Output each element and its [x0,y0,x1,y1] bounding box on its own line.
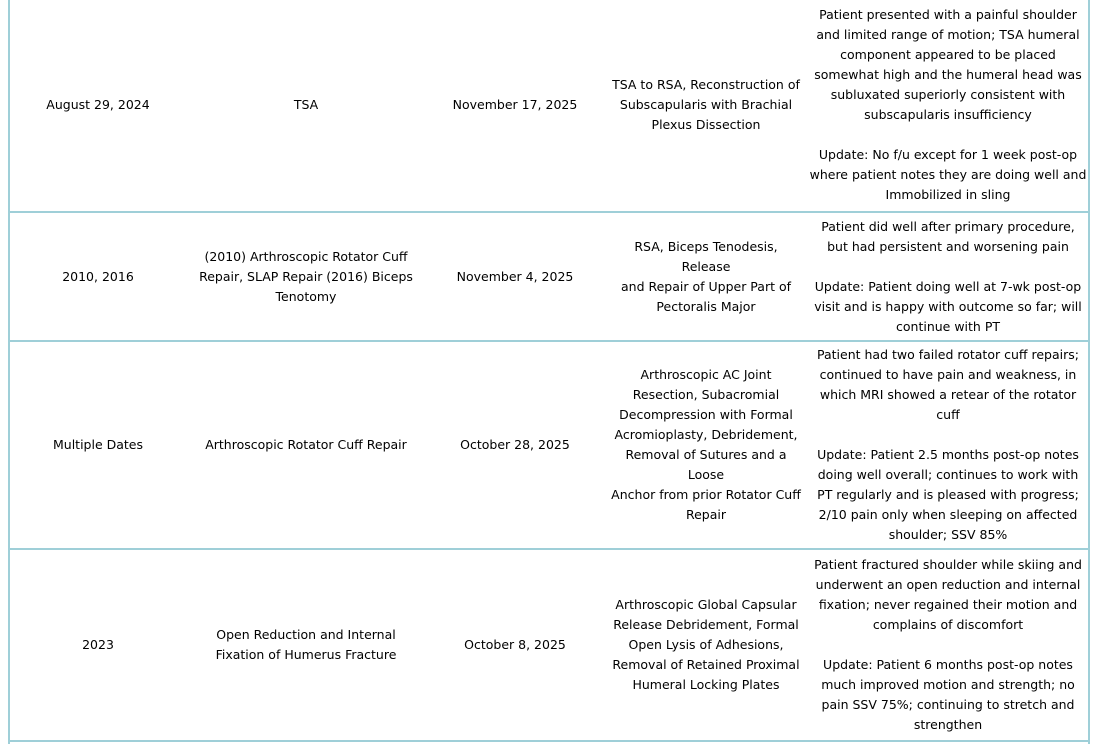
notes-cell: Patient had two failed rotator cuff repairs; continued to have pain and weakness, in which MRI showed a retear of the rotator cuff Update: Patient 2.5 months post-op notes doing well overall; continues to work with PT regularly and is pleased with progress; 2/10 pain only when sleeping on affected shoulder; SSV 85% [817,347,1079,542]
surgery-date-cell: November 4, 2025 [456,268,574,284]
date-cell: August 29, 2024 [46,96,150,112]
notes-cell: Patient fractured shoulder while skiing and underwent an open reduction and internal fixation; never regained their motion and complains of discomfort Update: Patient 6 months post-op notes much improved motion and strength; no pain SSV 75%; continuing to stretch and strengthen [814,557,1082,732]
procedure-cell: Arthroscopic AC Joint Resection, Subacromial Decompression with Formal Acromioplasty, Debridement, Removal of Sutures and a Loose Anchor from prior Rotator Cuff Repair [611,367,801,522]
surgery-date-cell: November 17, 2025 [452,96,578,112]
surgery-date-cell: October 8, 2025 [464,637,566,652]
case-table [8,0,1090,742]
table-row [8,549,1090,741]
procedure-cell: Arthroscopic Global Capsular Release Debridement, Formal Open Lysis of Adhesions, Removal of Retained Proximal Humeral Locking Plates [612,597,800,692]
date-cell: 2010, 2016 [62,268,134,284]
notes-cell: Patient did well after primary procedure, but had persistent and worsening pain Update: Patient doing well at 7-wk post-op visit and is happy with outcome so far; will continue with PT [814,218,1082,334]
table-row [8,0,1090,212]
procedure-cell: RSA, Biceps Tenodesis, Release and Repair of Upper Part of Pectoralis Major [620,238,792,314]
prior-procedure-cell: Open Reduction and Internal Fixation of Humerus Fracture [215,627,397,662]
table-row [8,341,1090,549]
prior-procedure-cell: (2010) Arthroscopic Rotator Cuff Repair, SLAP Repair (2016) Biceps Tenotomy [199,248,413,304]
surgery-date-cell: October 28, 2025 [460,437,570,452]
procedure-cell: TSA to RSA, Reconstruction of Subscapularis with Brachial Plexus Dissection [612,76,800,132]
prior-procedure-cell: TSA [293,96,319,112]
table-row [8,212,1090,341]
date-cell: 2023 [82,637,114,652]
prior-procedure-cell: Arthroscopic Rotator Cuff Repair [205,437,407,452]
date-cell: Multiple Dates [52,437,143,452]
notes-cell: Patient presented with a painful shoulder and limited range of motion; TSA humeral component appeared to be placed somewhat high and the humeral head was subluxated superiorly consistent with subscapularis insufficiency Update: No f/u except for 1 week post-op where patient notes they are doing well and Immobilized in sling [809,6,1087,202]
